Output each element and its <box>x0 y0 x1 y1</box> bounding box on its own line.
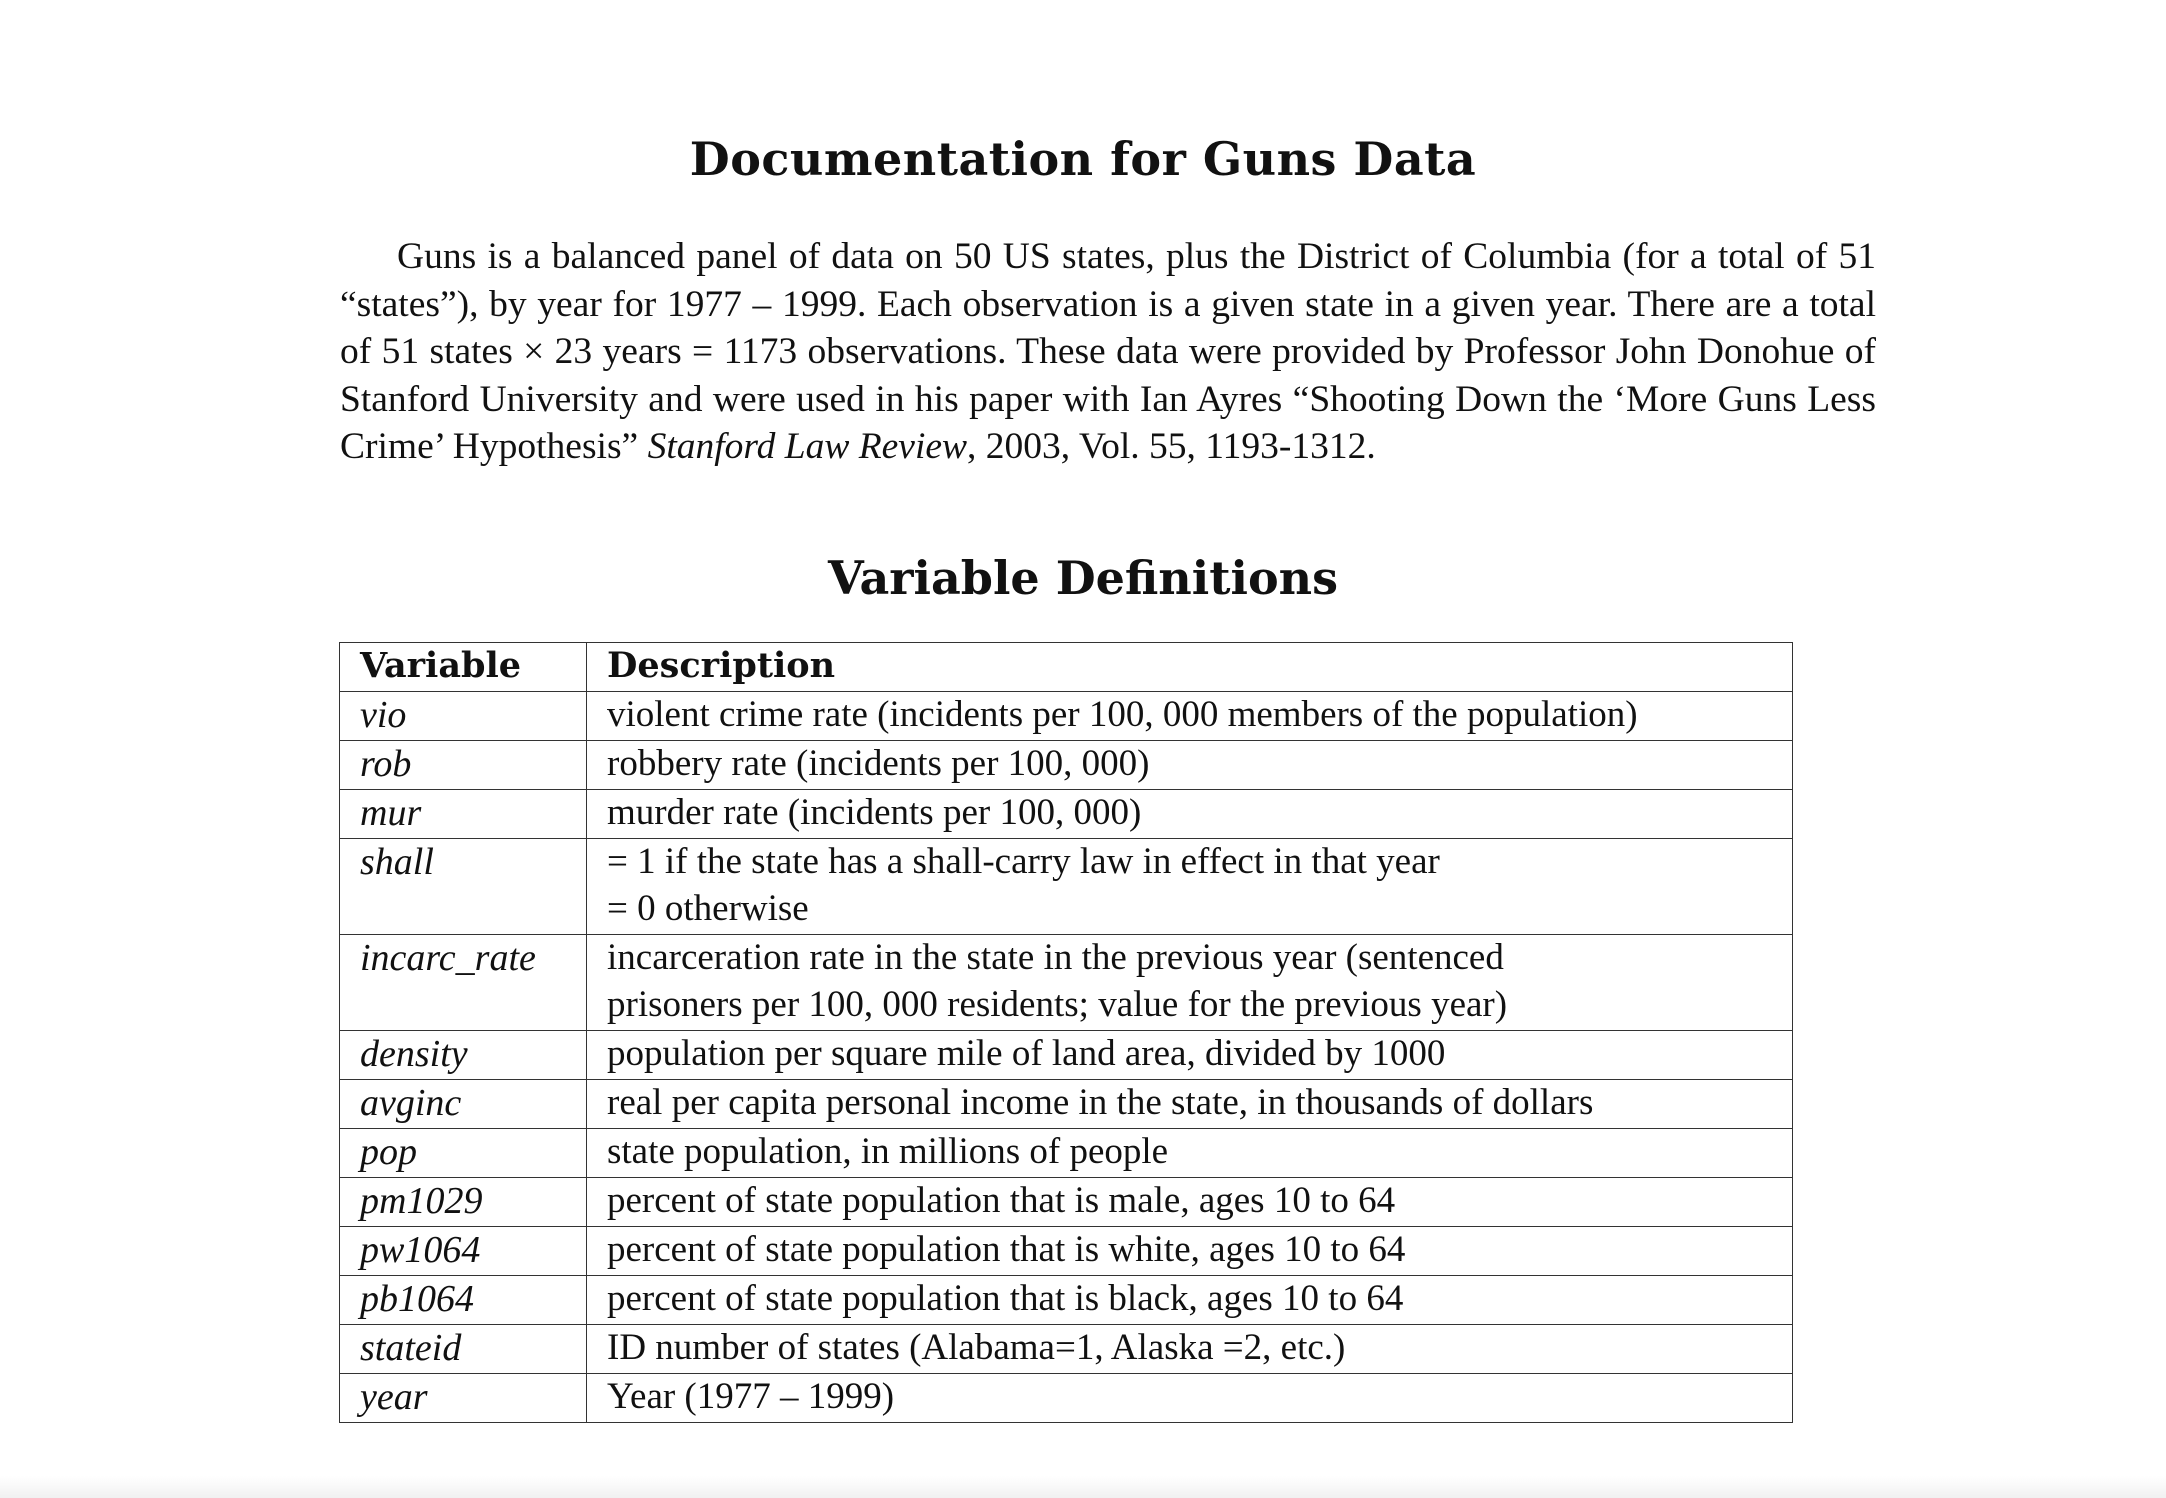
variable-name-cell: density <box>340 1031 587 1080</box>
table-row <box>340 741 1793 790</box>
variable-name-cell: pm1029 <box>340 1178 587 1227</box>
description-cell <box>587 692 1793 741</box>
document-title: Documentation for Guns Data <box>689 132 1477 186</box>
description-cell <box>587 1374 1793 1423</box>
variable-name-cell: year <box>340 1374 587 1423</box>
table-row <box>340 1031 1793 1080</box>
intro-paragraph <box>340 233 1876 471</box>
column-header-variable: Variable <box>340 643 587 692</box>
description-line: percent of state population that is male, ages 10 to 64 <box>607 1180 1396 1221</box>
journal-name: Stanford Law Review <box>647 426 968 467</box>
table-row <box>340 935 1793 1031</box>
description-cell <box>587 1129 1793 1178</box>
table-header-row <box>340 643 1793 692</box>
variable-name-cell: vio <box>340 692 587 741</box>
description-line: population per square mile of land area, divided by 1000 <box>607 1033 1446 1074</box>
variable-name-cell: mur <box>340 790 587 839</box>
description-line: robbery rate (incidents per 100, 000) <box>607 743 1150 784</box>
description-line: Year (1977 – 1999) <box>607 1376 895 1417</box>
variable-definitions-table <box>339 642 1793 1423</box>
table-row <box>340 1276 1793 1325</box>
description-line: = 0 otherwise <box>607 887 809 929</box>
description-cell <box>587 1080 1793 1129</box>
table-row <box>340 1374 1793 1423</box>
column-header-description: Description <box>587 643 1793 692</box>
description-cell <box>587 1178 1793 1227</box>
variable-name-cell: pop <box>340 1129 587 1178</box>
description-cell <box>587 935 1793 1031</box>
description-line: percent of state population that is white, ages 10 to 64 <box>607 1229 1406 1270</box>
variable-name-cell: avginc <box>340 1080 587 1129</box>
variable-name-cell: pw1064 <box>340 1227 587 1276</box>
variable-name-cell: rob <box>340 741 587 790</box>
table-row <box>340 790 1793 839</box>
page-bottom-edge <box>0 1476 2166 1498</box>
description-cell <box>587 790 1793 839</box>
description-cell <box>587 1227 1793 1276</box>
table-body <box>340 692 1793 1423</box>
variable-name-cell: pb1064 <box>340 1276 587 1325</box>
description-cell <box>587 741 1793 790</box>
table-row <box>340 1080 1793 1129</box>
description-line: prisoners per 100, 000 residents; value for the previous year) <box>607 983 1508 1025</box>
variable-name-cell: stateid <box>340 1325 587 1374</box>
description-cell <box>587 1325 1793 1374</box>
description-line: ID number of states (Alabama=1, Alaska =2, etc.) <box>607 1327 1346 1368</box>
description-line: percent of state population that is black, ages 10 to 64 <box>607 1278 1404 1319</box>
description-line: murder rate (incidents per 100, 000) <box>607 792 1142 833</box>
table-row <box>340 692 1793 741</box>
description-line: violent crime rate (incidents per 100, 000 members of the population) <box>607 694 1638 735</box>
description-line: = 1 if the state has a shall-carry law in effect in that year <box>607 841 1440 882</box>
table-row <box>340 1227 1793 1276</box>
variable-name-cell: incarc_rate <box>340 935 587 1031</box>
description-cell <box>587 839 1793 935</box>
intro-text: Guns is a balanced panel of data on 50 US states, plus the District of Columbia (for a total of 51 “states”), by year for 1977 – 1999. Each observation is a given state in a given year. There are a total of 51 states × 23 years = 1173 observations. These data were provided by Professor John Donohue of Stanford University and were used in his paper with Ian Ayres “Shooting Down the ‘More Guns Less Crime’ Hypothesis” <box>340 236 1876 467</box>
description-line: real per capita personal income in the state, in thousands of dollars <box>607 1082 1594 1123</box>
table-row <box>340 1178 1793 1227</box>
description-cell <box>587 1276 1793 1325</box>
variable-name-cell: shall <box>340 839 587 935</box>
intro-citation: , 2003, Vol. 55, 1193-1312. <box>967 426 1376 467</box>
description-cell <box>587 1031 1793 1080</box>
table-row <box>340 1325 1793 1374</box>
description-line: state population, in millions of people <box>607 1131 1169 1172</box>
table-row <box>340 1129 1793 1178</box>
description-line: incarceration rate in the state in the previous year (sentenced <box>607 937 1504 978</box>
section-heading: Variable Definitions <box>828 551 1338 605</box>
table-row <box>340 839 1793 935</box>
